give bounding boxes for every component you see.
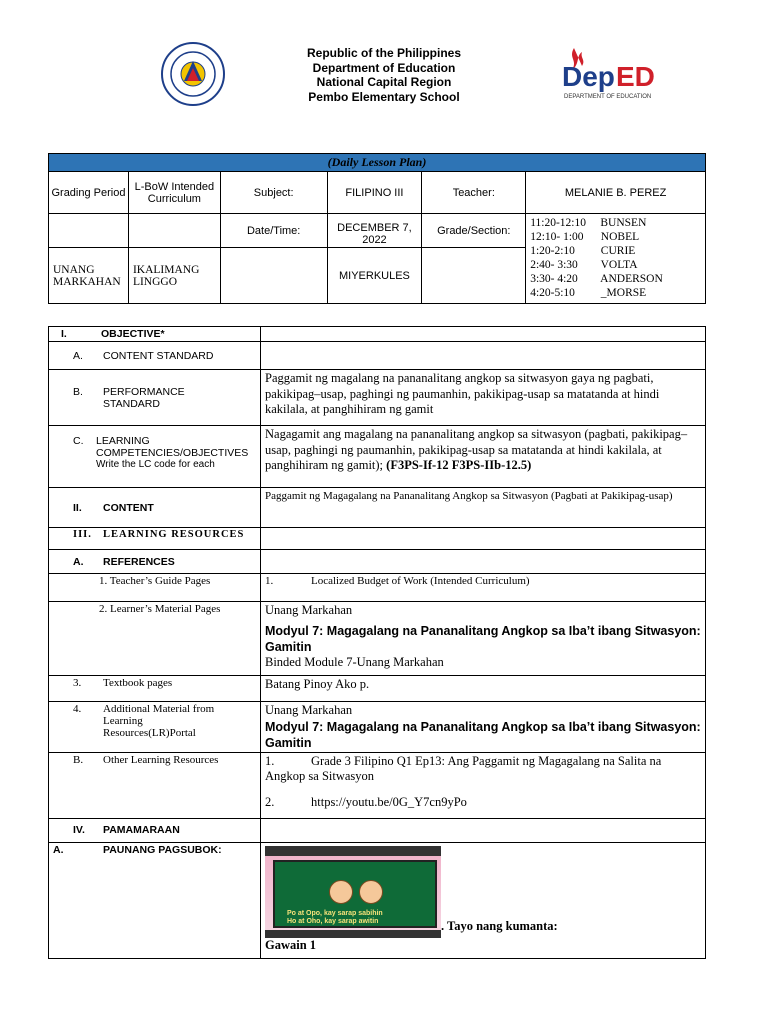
- references-heading: A. REFERENCES: [49, 550, 261, 574]
- textbook-pages-text: Batang Pinoy Ako p.: [261, 676, 706, 702]
- lc-code: (F3PS-If-12 F3PS-IIb-12.5): [386, 458, 532, 472]
- lesson-plan-table: [48, 326, 706, 959]
- paunang-pagsubok-content: [261, 842, 706, 958]
- empty-cell: [220, 248, 327, 304]
- module-title: Modyul 7: Magagalang na Pananalitang Angkop sa Iba’t ibang Sitwasyon: Gamitin: [265, 623, 701, 654]
- lbow-label: L-BoW Intended Curriculum: [128, 172, 220, 214]
- paunang-pagsubok-label: A. PAUNANG PAGSUBOK:: [49, 842, 261, 958]
- textbook-pages-label: 3. Textbook pages: [49, 676, 261, 702]
- song-video-image: Po at Opo, kay sarap sabihin Ho at Oho, kay sarap awitin: [265, 846, 441, 938]
- content-text: Paggamit ng Magagalang na Pananalitang Angkop sa Sitwasyon (Pagbati at Pakikipag-usap): [261, 488, 706, 528]
- banner-title: Daily Lesson Plan: [331, 155, 423, 169]
- quarter-value: UNANG MARKAHAN: [49, 248, 129, 304]
- content-heading: II. CONTENT: [49, 488, 261, 528]
- gawain-label: Gawain 1: [265, 937, 317, 952]
- svg-text:Dep: Dep: [562, 61, 615, 92]
- objective-heading: I. OBJECTIVE*: [49, 327, 261, 342]
- additional-material-text: Unang Markahan Modyul 7: Magagalang na Pananalitang Angkop sa Iba’t ibang Sitwasyon: Gamitin: [261, 702, 706, 753]
- learning-competencies-label: C. LEARNING COMPETENCIES/OBJECTIVES Write the LC code for each: [49, 426, 261, 488]
- day-value: MIYERKULES: [327, 248, 422, 304]
- additional-material-label: 4. Additional Material from Learning Resources(LR)Portal: [49, 702, 261, 753]
- learners-material-text: Unang Markahan Modyul 7: Magagalang na Pananalitang Angkop sa Iba’t ibang Sitwasyon: Gamitin Binded Module 7-Unang Markahan: [261, 602, 706, 676]
- content-standard-label: A. CONTENT STANDARD: [49, 342, 261, 370]
- learning-competencies-text: Nagagamit ang magalang na pananalitang angkop sa sitwasyon (pagbati, pakikipag–usap, paghingi ng paumanhin, pakikipag-usap sa matatanda at hindi kakilala, at panghihiram ng gamit); (F3PS-If-12 F3PS-IIb-12.5): [261, 426, 706, 488]
- video-link[interactable]: https://youtu.be/0G_Y7cn9yPo: [311, 794, 467, 809]
- empty-cell: [128, 214, 220, 248]
- header-department: Department of Education: [312, 60, 456, 75]
- school-header: [0, 46, 768, 104]
- header-region: National Capital Region: [316, 75, 452, 89]
- date-value: DECEMBER 7, 2022: [327, 214, 422, 248]
- module-title: Modyul 7: Magagalang na Pananalitang Angkop sa Iba’t ibang Sitwasyon: Gamitin: [265, 719, 701, 750]
- other-resources-text: 1. Grade 3 Filipino Q1 Ep13: Ang Paggamit ng Magagalang na Salita na Angkop sa Sitwasyon 2. https://youtu.be/0G_Y7cn9yPo: [261, 752, 706, 818]
- svg-text:ED: ED: [616, 61, 655, 92]
- other-resources-label: B. Other Learning Resources: [49, 752, 261, 818]
- teacher-value: MELANIE B. PEREZ: [526, 172, 706, 214]
- class-schedule: 11:20-12:10 BUNSEN 12:10- 1:00 NOBEL 1:20-2:10 CURIE 2:40- 3:30 VOLTA 3:30- 4:20 ANDERSON 4:20-5:10 _MORSE: [526, 214, 706, 304]
- daily-lesson-plan-banner: (Daily Lesson Plan): [49, 154, 706, 172]
- pamamaraan-heading: IV. PAMAMARAAN: [49, 818, 261, 842]
- learners-material-label: 2. Learner’s Material Pages: [49, 602, 261, 676]
- week-value: IKALIMANG LINGGO: [128, 248, 220, 304]
- empty-cell: [49, 214, 129, 248]
- header-republic: Republic of the Philippines: [306, 46, 461, 60]
- teachers-guide-label: 1. Teacher’s Guide Pages: [49, 574, 261, 602]
- performance-standard-label: B. PERFORMANCE STANDARD: [49, 370, 261, 426]
- subject-value: FILIPINO III: [327, 172, 422, 214]
- teacher-label: Teacher:: [422, 172, 526, 214]
- teachers-guide-text: 1. Localized Budget of Work (Intended Curriculum): [261, 574, 706, 602]
- performance-standard-text: Paggamit ng magalang na pananalitang angkop sa sitwasyon gaya ng pagbati, pakikipag–usap, paghingi ng paumanhin, pakikipag-usap sa matatanda at hindi kakilala, at panghihiram ng gamit: [261, 370, 706, 426]
- subject-label: Subject:: [220, 172, 327, 214]
- song-caption: . Tayo nang kumanta:: [441, 918, 558, 933]
- header-school: Pembo Elementary School: [308, 89, 460, 104]
- grade-section-label: Grade/Section:: [422, 214, 526, 248]
- date-label: Date/Time:: [220, 214, 327, 248]
- learning-resources-heading: III. LEARNING RESOURCES: [49, 528, 261, 550]
- empty-cell: [422, 248, 526, 304]
- grading-period-label: Grading Period: [49, 172, 129, 214]
- lesson-info-table: [48, 153, 706, 304]
- deped-logo-subtitle: DEPARTMENT OF EDUCATION: [564, 94, 652, 100]
- content-standard-value: [261, 342, 706, 370]
